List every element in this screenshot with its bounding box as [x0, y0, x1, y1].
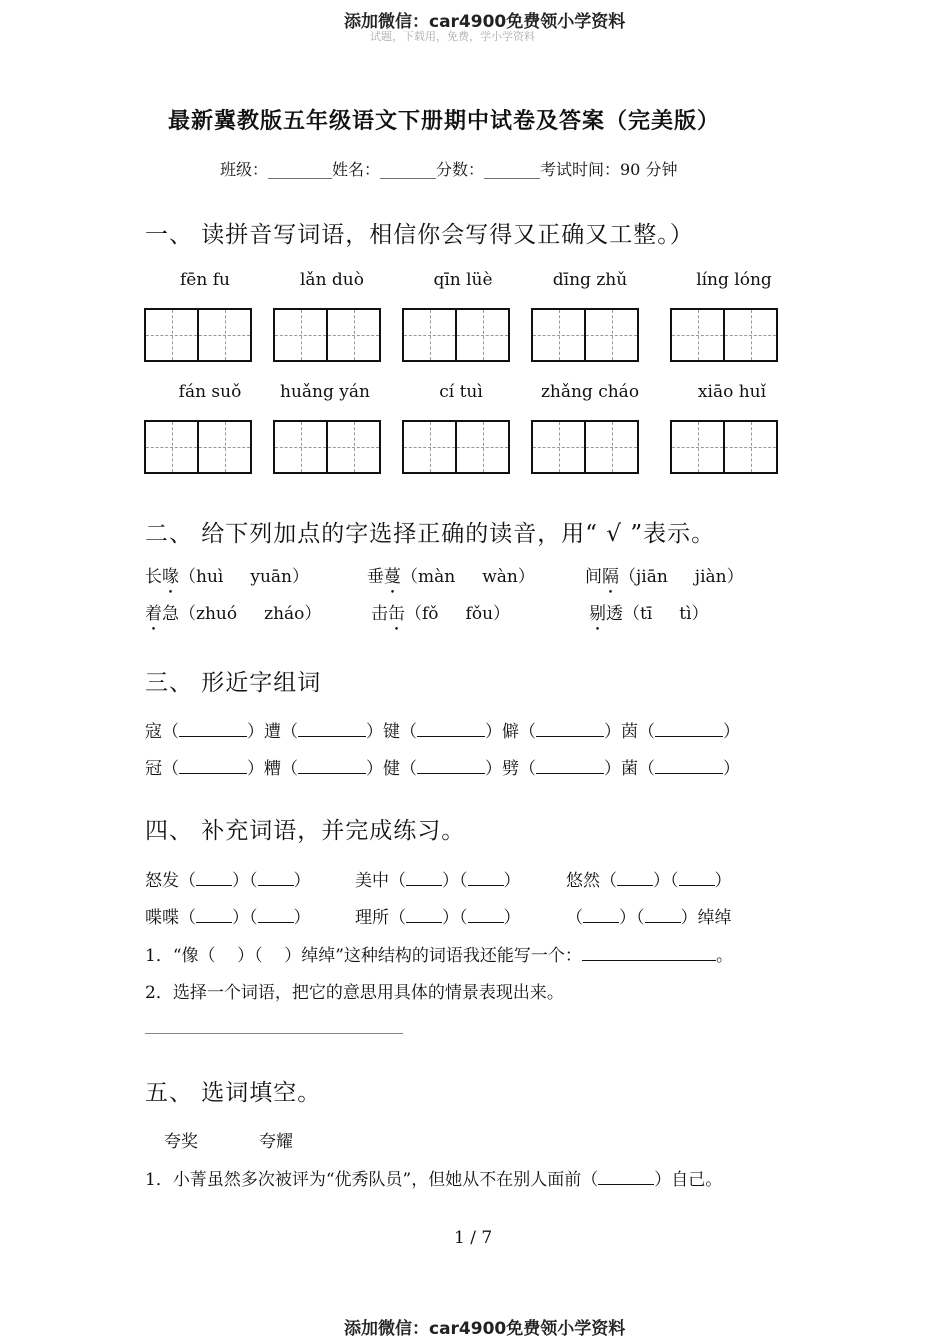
section-1-heading: 一、 读拼音写词语，相信你会写得又正确又工整。）	[145, 222, 694, 248]
pinyin-label: zhǎng cháo	[540, 382, 640, 402]
answer-blank[interactable]	[645, 906, 681, 923]
answer-blank[interactable]	[417, 720, 485, 737]
pinyin-label: fēn fu	[180, 270, 230, 290]
answer-blank[interactable]	[298, 757, 366, 774]
writing-grid[interactable]	[273, 308, 381, 362]
answer-blank[interactable]	[655, 720, 723, 737]
question-4-2: 2．选择一个词语，把它的意思用具体的情景表现出来。	[145, 983, 564, 1003]
char: 僻	[502, 722, 519, 742]
answer-blank[interactable]	[655, 757, 723, 774]
answer-blank[interactable]	[468, 906, 504, 923]
reading-item: 着急（zhuó zháo）	[145, 604, 322, 624]
reading-item: 垂蔓（màn wàn）	[367, 567, 535, 587]
answer-blank[interactable]	[406, 869, 442, 886]
similar-chars-row-1: 寇（ ）遭（ ）键（ ）僻（ ）茵（ ）	[145, 722, 740, 742]
answer-blank[interactable]	[298, 720, 366, 737]
reading-item: 间隔（jiān jiàn）	[585, 567, 744, 587]
answer-blank[interactable]	[406, 906, 442, 923]
char: 菌	[621, 759, 638, 779]
writing-grid[interactable]	[670, 308, 778, 362]
fill-words-row-2: 理所（ ）（ ）	[355, 908, 521, 928]
writing-grid[interactable]	[144, 308, 252, 362]
reading-item: 剔透（tī tì）	[589, 604, 709, 624]
answer-blank[interactable]	[679, 869, 715, 886]
char: 遭	[264, 722, 281, 742]
word-choice: 夸奖	[164, 1132, 198, 1152]
answer-blank[interactable]	[258, 906, 294, 923]
writing-grid[interactable]	[144, 420, 252, 474]
answer-blank[interactable]	[468, 869, 504, 886]
answer-blank[interactable]	[196, 869, 232, 886]
fill-words-row-1: 美中（ ）（ ）	[355, 871, 521, 891]
student-info-line: 班级：________姓名：_______分数：_______考试时间：90 分钟	[220, 160, 678, 179]
answer-blank[interactable]	[196, 906, 232, 923]
answer-blank[interactable]	[536, 720, 604, 737]
writing-grid[interactable]	[531, 308, 639, 362]
answer-blank[interactable]	[582, 944, 716, 961]
section-5-heading: 五、 选词填空。	[145, 1080, 322, 1106]
pinyin-label: fán suǒ	[178, 382, 242, 402]
similar-chars-row-2: 冠（ ）糟（ ）健（ ）劈（ ）菌（ ）	[145, 759, 740, 779]
answer-blank[interactable]	[258, 869, 294, 886]
page-title: 最新冀教版五年级语文下册期中试卷及答案（完美版）	[168, 108, 721, 134]
pinyin-label: dīng zhǔ	[552, 270, 628, 290]
watermark-bottom: 添加微信：car4900免费领小学资料	[344, 1319, 626, 1339]
reading-item: 击缶（fǒ fǒu）	[371, 604, 511, 624]
answer-blank[interactable]	[179, 757, 247, 774]
char: 糟	[264, 759, 281, 779]
faint-header: 试题，下载用，免费，学小学资料	[370, 30, 535, 43]
question-5-1: 1．小菁虽然多次被评为“优秀队员”，但她从不在别人面前（ ）自己。	[145, 1170, 723, 1190]
pinyin-label: cí tuì	[439, 382, 483, 402]
writing-grid[interactable]	[531, 420, 639, 474]
answer-blank[interactable]	[598, 1168, 654, 1185]
section-3-heading: 三、 形近字组词	[145, 670, 322, 696]
pinyin-label: xiāo huǐ	[697, 382, 767, 402]
char: 劈	[502, 759, 519, 779]
char: 冠	[145, 759, 162, 779]
answer-blank[interactable]	[583, 906, 619, 923]
char: 健	[383, 759, 400, 779]
fill-words-row-1: 怒发（ ）（ ）	[145, 871, 311, 891]
section-2-heading: 二、 给下列加点的字选择正确的读音，用“ √ ”表示。	[145, 521, 716, 547]
question-4-1: 1．“像（ ）（ ）绰绰”这种结构的词语我还能写一个： 。	[145, 946, 733, 966]
writing-grid[interactable]	[670, 420, 778, 474]
pinyin-label: líng lóng	[696, 270, 772, 290]
fill-words-row-1: 悠然（ ）（ ）	[566, 871, 732, 891]
char: 寇	[145, 722, 162, 742]
word-choice: 夸耀	[259, 1132, 293, 1152]
pinyin-label: huǎng yán	[280, 382, 370, 402]
answer-blank[interactable]	[179, 720, 247, 737]
answer-blank[interactable]	[617, 869, 653, 886]
writing-grid[interactable]	[273, 420, 381, 474]
answer-blank[interactable]	[417, 757, 485, 774]
reading-item: 长喙（huì yuān）	[145, 567, 309, 587]
watermark-top: 添加微信：car4900免费领小学资料	[344, 12, 626, 32]
char: 键	[383, 722, 400, 742]
pinyin-label: qīn lüè	[433, 270, 493, 290]
char: 茵	[621, 722, 638, 742]
writing-grid[interactable]	[402, 308, 510, 362]
answer-blank[interactable]	[536, 757, 604, 774]
pinyin-label: lǎn duò	[300, 270, 364, 290]
fill-words-row-2: （ ）（ ）绰绰	[566, 908, 732, 928]
fill-words-row-2: 喋喋（ ）（ ）	[145, 908, 311, 928]
answer-line[interactable]	[145, 1033, 403, 1034]
section-4-heading: 四、 补充词语，并完成练习。	[145, 818, 466, 844]
page-number: 1 / 7	[454, 1228, 493, 1248]
writing-grid[interactable]	[402, 420, 510, 474]
